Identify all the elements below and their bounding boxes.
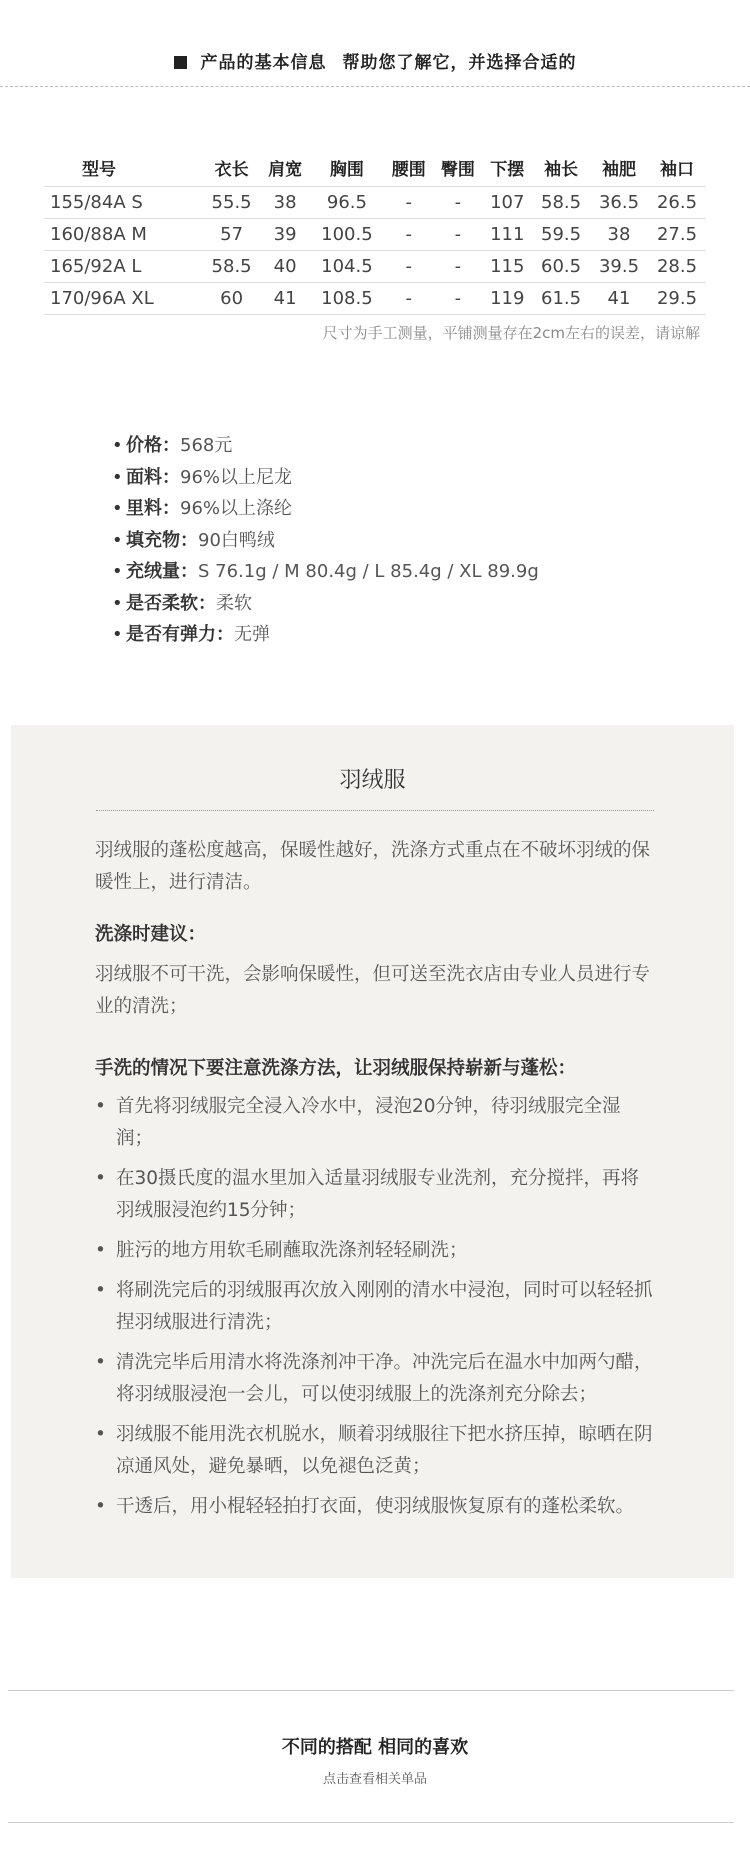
size-measurement-note: 尺寸为手工测量，平铺测量存在2cm左右的误差，请谅解 bbox=[322, 324, 700, 342]
table-cell: 61.5 bbox=[532, 282, 590, 314]
table-cell: - bbox=[384, 282, 433, 314]
list-item: • 首先将羽绒服完全浸入冷水中，浸泡20分钟，待羽绒服完全湿润； bbox=[95, 1091, 657, 1155]
table-cell: 38 bbox=[261, 186, 310, 218]
table-cell: 39 bbox=[261, 218, 310, 250]
care-instructions-panel bbox=[11, 725, 734, 1578]
table-header-row bbox=[44, 150, 706, 186]
spec-item bbox=[112, 588, 539, 620]
table-cell: 58.5 bbox=[203, 250, 261, 282]
spec-value: 柔软 bbox=[216, 592, 252, 614]
table-row bbox=[44, 282, 706, 314]
table-cell: 107 bbox=[482, 186, 532, 218]
table-cell: - bbox=[433, 250, 482, 282]
table-cell: - bbox=[433, 282, 482, 314]
table-cell: - bbox=[433, 218, 482, 250]
table-row bbox=[44, 186, 706, 218]
spec-item bbox=[112, 493, 539, 525]
spec-value: 96%以上涤纶 bbox=[180, 498, 293, 519]
spec-key: 里料： bbox=[126, 498, 180, 519]
related-items-link[interactable]: 点击查看相关单品 bbox=[322, 1772, 427, 1787]
table-cell: 60.5 bbox=[532, 250, 590, 282]
care-body bbox=[95, 835, 657, 1531]
spec-item bbox=[112, 525, 539, 557]
column-header: 袖长 bbox=[544, 160, 579, 181]
table-cell: 100.5 bbox=[310, 218, 384, 250]
table-cell: 104.5 bbox=[310, 250, 384, 282]
table-cell: 39.5 bbox=[590, 250, 648, 282]
spec-key: 面料： bbox=[126, 466, 180, 488]
section-header bbox=[0, 0, 750, 88]
spec-value: 96%以上尼龙 bbox=[180, 466, 293, 488]
list-item: • 干透后，用小棍轻轻拍打衣面，使羽绒服恢复原有的蓬松柔软。 bbox=[95, 1491, 657, 1523]
table-cell: 26.5 bbox=[648, 186, 706, 218]
spec-key: 是否柔软： bbox=[126, 592, 216, 614]
table-cell: 58.5 bbox=[532, 186, 590, 218]
column-header: 袖口 bbox=[659, 160, 694, 181]
column-header: 型号 bbox=[82, 160, 116, 181]
table-cell: 155/84A S bbox=[44, 186, 203, 218]
table-cell: 38 bbox=[590, 218, 648, 250]
spec-value: S 76.1g / M 80.4g / L 85.4g / XL 89.9g bbox=[198, 561, 539, 582]
table-cell: 28.5 bbox=[648, 250, 706, 282]
table-cell: 41 bbox=[590, 282, 648, 314]
table-cell: 170/96A XL bbox=[44, 282, 203, 314]
care-title: 羽绒服 bbox=[339, 768, 406, 793]
spec-key: 价格： bbox=[126, 435, 180, 456]
table-cell: - bbox=[384, 250, 433, 282]
table-cell: - bbox=[384, 186, 433, 218]
table-cell: 55.5 bbox=[203, 186, 261, 218]
table-cell: 160/88A M bbox=[44, 218, 203, 250]
list-item: • 清洗完毕后用清水将洗涤剂冲干净。冲洗完后在温水中加两勺醋，将羽绒服浸泡一会儿，可以使羽绒服上的洗涤剂充分除去； bbox=[95, 1347, 657, 1411]
header-divider bbox=[0, 86, 750, 87]
table-row bbox=[44, 250, 706, 282]
column-header: 袖肥 bbox=[601, 160, 636, 181]
column-header: 衣长 bbox=[214, 160, 249, 181]
table-cell: 36.5 bbox=[590, 186, 648, 218]
list-item: • 在30摄氏度的温水里加入适量羽绒服专业洗剂，充分搅拌，再将羽绒服浸泡约15分钟； bbox=[95, 1163, 657, 1227]
spec-item bbox=[112, 619, 539, 651]
spec-key: 填充物： bbox=[126, 529, 198, 551]
table-cell: - bbox=[384, 218, 433, 250]
table-cell: 59.5 bbox=[532, 218, 590, 250]
spec-value: 90白鸭绒 bbox=[198, 529, 275, 551]
related-items-title[interactable]: 不同的搭配 相同的喜欢 bbox=[281, 1737, 469, 1758]
table-cell: 29.5 bbox=[648, 282, 706, 314]
table-cell: 40 bbox=[261, 250, 310, 282]
column-header: 腰围 bbox=[391, 160, 426, 181]
spec-value: 无弹 bbox=[234, 624, 270, 645]
care-divider bbox=[96, 810, 654, 811]
square-bullet-icon bbox=[174, 56, 187, 69]
footer-divider-bottom bbox=[8, 1822, 734, 1823]
table-cell: 111 bbox=[482, 218, 532, 250]
table-row bbox=[44, 218, 706, 250]
column-header: 臀围 bbox=[440, 160, 475, 181]
table-cell: 108.5 bbox=[310, 282, 384, 314]
spec-item bbox=[112, 430, 539, 462]
spec-key: 充绒量： bbox=[126, 561, 198, 582]
spec-value: 568元 bbox=[180, 435, 233, 456]
spec-list bbox=[112, 430, 539, 651]
spec-item bbox=[112, 556, 539, 588]
table-cell: 57 bbox=[203, 218, 261, 250]
table-cell: 96.5 bbox=[310, 186, 384, 218]
column-header: 肩宽 bbox=[268, 160, 303, 181]
header-title-main: 产品的基本信息 bbox=[200, 53, 327, 73]
header-title bbox=[0, 48, 750, 73]
table-cell: - bbox=[433, 186, 482, 218]
advice-text: 羽绒服不可干洗，会影响保暖性，但可送至洗衣店由专业人员进行专业的清洗； bbox=[95, 964, 651, 1017]
wash-steps bbox=[95, 1091, 657, 1523]
column-header: 下摆 bbox=[490, 160, 525, 181]
table-cell: 115 bbox=[482, 250, 532, 282]
advice-heading: 洗涤时建议： bbox=[95, 924, 207, 945]
spec-item bbox=[112, 462, 539, 494]
list-item: • 脏污的地方用软毛刷蘸取洗涤剂轻轻刷洗； bbox=[95, 1235, 657, 1267]
list-item: • 羽绒服不能用洗衣机脱水，顺着羽绒服往下把水挤压掉，晾晒在阴凉通风处，避免暴晒，以免褪色泛黄； bbox=[95, 1419, 657, 1483]
care-intro: 羽绒服的蓬松度越高，保暖性越好，洗涤方式重点在不破坏羽绒的保暖性上，进行清洁。 bbox=[95, 840, 651, 893]
table-cell: 165/92A L bbox=[44, 250, 203, 282]
footer-divider-top bbox=[8, 1690, 734, 1691]
table-cell: 41 bbox=[261, 282, 310, 314]
header-title-sub: 帮助您了解它，并选择合适的 bbox=[342, 53, 577, 73]
table-cell: 27.5 bbox=[648, 218, 706, 250]
column-header: 胸围 bbox=[329, 160, 364, 181]
list-item: • 将刷洗完后的羽绒服再次放入刚刚的清水中浸泡，同时可以轻轻抓捏羽绒服进行清洗； bbox=[95, 1275, 657, 1339]
table-cell: 60 bbox=[203, 282, 261, 314]
size-table bbox=[44, 150, 706, 315]
hand-wash-heading: 手洗的情况下要注意洗涤方法，让羽绒服保持崭新与蓬松： bbox=[95, 1058, 577, 1079]
spec-key: 是否有弹力： bbox=[126, 624, 234, 645]
table-cell: 119 bbox=[482, 282, 532, 314]
